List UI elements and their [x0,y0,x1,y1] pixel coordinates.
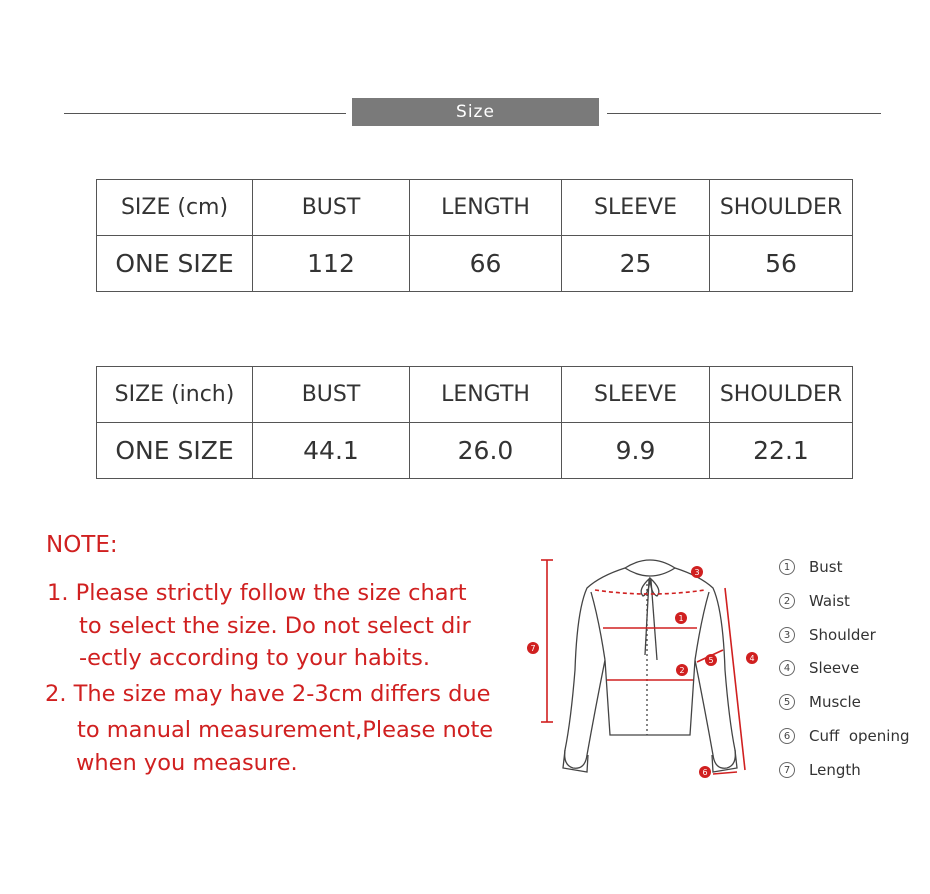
table-cell: 9.9 [562,423,710,479]
legend-label: Sleeve [809,659,860,677]
blouse-outline [563,560,737,772]
marker-label: 7 [530,644,536,653]
legend-label: Waist [809,592,850,610]
header-divider-left [64,113,346,114]
note-title: NOTE: [46,532,118,558]
header-cell: LENGTH [410,367,562,423]
legend-number: 6 [779,728,795,744]
table-cell: ONE SIZE [97,236,253,292]
legend-label: Length [809,761,861,779]
table-cell: 25 [562,236,710,292]
legend-item-length [779,761,861,779]
legend-number: 3 [779,627,795,643]
legend-number: 2 [779,593,795,609]
measurement-markers [527,566,758,778]
legend-number: 5 [779,694,795,710]
garment-measurement-diagram [525,550,775,785]
legend-label: Cuff opening [809,727,910,745]
legend-item-sleeve [779,659,859,677]
table-cell: 26.0 [410,423,562,479]
table-header-row [97,180,853,236]
legend-label: Bust [809,558,843,576]
legend-item-muscle [779,693,861,711]
legend-label: Muscle [809,693,861,711]
size-table-cm [96,179,853,292]
size-section-title: Size [352,98,599,126]
table-cell: 56 [710,236,853,292]
legend-number: 1 [779,559,795,575]
table-header-row [97,367,853,423]
legend-item-waist [779,592,850,610]
header-cell: SHOULDER [710,367,853,423]
size-table-inch [96,366,853,479]
legend-item-shoulder [779,626,876,644]
note-line: to manual measurement,Please note [77,717,494,743]
table-cell: ONE SIZE [97,423,253,479]
header-cell: SIZE (inch) [97,367,253,423]
marker-label: 3 [694,568,700,577]
table-cell: 112 [253,236,410,292]
header-cell: BUST [253,180,410,236]
header-cell: SIZE (cm) [97,180,253,236]
marker-label: 4 [749,654,755,663]
header-cell: BUST [253,367,410,423]
table-cell: 66 [410,236,562,292]
header-cell: SHOULDER [710,180,853,236]
legend-item-cuff-opening [779,727,909,745]
table-row [97,423,853,479]
table-cell: 44.1 [253,423,410,479]
marker-label: 5 [708,656,714,665]
note-line: 2. The size may have 2-3cm differs due [45,681,491,707]
header-divider-right [607,113,881,114]
header-cell: SLEEVE [562,180,710,236]
legend-number: 7 [779,762,795,778]
note-line: -ectly according to your habits. [79,645,431,671]
header-cell: LENGTH [410,180,562,236]
marker-label: 2 [679,666,685,675]
note-line: when you measure. [76,750,298,776]
table-cell: 22.1 [710,423,853,479]
table-row [97,236,853,292]
note-line: to select the size. Do not select dir [79,613,471,639]
note-line: 1. Please strictly follow the size chart [47,580,467,606]
marker-label: 6 [702,768,708,777]
marker-label: 1 [678,614,684,623]
legend-label: Shoulder [809,626,876,644]
legend-item-bust [779,558,843,576]
legend-number: 4 [779,660,795,676]
header-cell: SLEEVE [562,367,710,423]
